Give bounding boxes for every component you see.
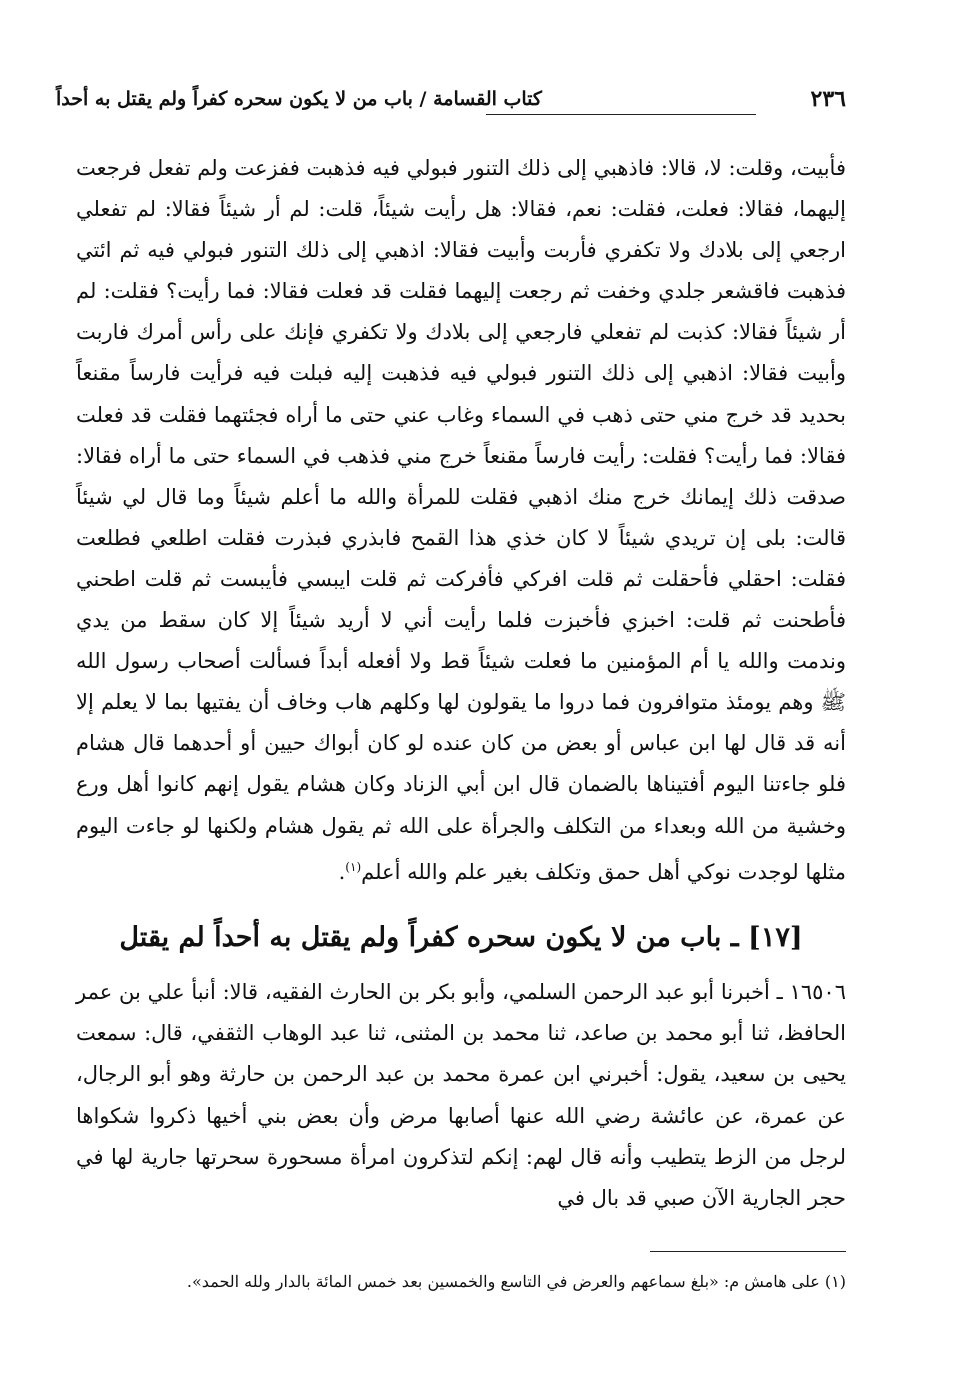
paragraph-text: فأبيت، وقلت: لا، قالا: فاذهبي إلى ذلك التنور فبولي فيه فذهبت ففزعت ولم تفعل فرجعت إليهما، فقالا: فعلت، فقلت: نعم، فقالا: هل رأيت شيئاً، قلت: لم أر شيئاً فقالا: لم تفعلي ارجعي إلى بلادك ولا تكفري فأربت وأبيت فقالا: اذهبي إلى ذلك التنور فبولي فيه ثم ائتي فذهبت فاقشعر جلدي وخفت ثم رجعت إليهما فقلت قد فعلت فقالا: فما رأيت؟ فقلت: لم أر شيئاً فقالا: كذبت لم تفعلي فارجعي إلى بلادك ولا تكفري فإنك على رأس أمرك فاربت وأبيت فقالا: اذهبي إلى ذلك التنور فبولي فيه فذهبت إليه فبلت فيه فرأيت فارساً مقنعاً بحديد قد خرج مني حتى ذهب في السماء وغاب عني حتى ما أراه فجئتهما فقلت قد فعلت فقالا: فما رأيت؟ فقلت: رأيت فارساً مقنعاً خرج مني فذهب في السماء حتى ما أراه فقالا: صدقت ذلك إيمانك خرج منك اذهبي فقلت للمرأة والله ما أعلم شيئاً وما قال لي شيئاً قالت: بلى إن تريدي شيئاً لا كان خذي هذا القمح فابذري فبذرت فقلت اطلعي فطلعت فقلت: احقلي فأحقلت ثم قلت افركي فأفركت ثم قلت ايبسي فأيبست ثم قلت اطحني فأطحنت ثم قلت: اخبزي فأخبزت فلما رأيت أني لا أريد شيئاً إلا كان سقط من يدي وندمت والله يا أم المؤمنين ما فعلت شيئاً قط ولا أفعله أبداً فسألت أصحاب رسول الله ﷺ وهم يومئذ متوافرون فما دروا ما يقولون لها وكلهم هاب وخاف أن يفتيها بما لا يعلم إلا أنه قد قال لها ابن عباس أو بعض من كان عنده لو كان أبواك حيين أو أحدهما قال هشام فلو جاءتنا اليوم أفتيناها بالضمان قال ابن أبي الزناد وكان هشام يقول إنهم كانوا أهل ورع وخشية من الله وبعداء من التكلف والجرأة على الله ثم يقول هشام ولكنها لو جاءت اليوم مثلها لوجدت نوكي أهل حمق وتكلف بغير علم والله أعلم <box>76 156 846 884</box>
paragraph <box>76 148 846 893</box>
footnote-rule <box>650 1251 846 1252</box>
main-text <box>76 148 846 893</box>
footnote: (١) على هامش م: «بلغ سماعهم والعرض في التاسع والخمسين بعد خمس المائة بالدار ولله الحمد». <box>186 1272 846 1291</box>
page-header <box>56 84 846 124</box>
footnote-reference: (١) <box>345 859 362 874</box>
chapter-heading: [١٧] ـ باب من لا يكون سحره كفراً ولم يقتل به أحداً لم يقتل <box>119 922 803 953</box>
end-mark: . <box>338 859 346 884</box>
hadith-text-block <box>76 972 846 1219</box>
header-rule <box>486 114 756 115</box>
page-number: ٢٣٦ <box>810 86 846 112</box>
running-title: كتاب القسامة / باب من لا يكون سحره كفراً ولم يقتل به أحداً <box>56 88 542 110</box>
hadith-text: ١٦٥٠٦ ـ أخبرنا أبو عبد الرحمن السلمي، وأبو بكر بن الحارث الفقيه، قالا: أنبأ علي بن عمر الحافظ، ثنا أبو محمد بن صاعد، ثنا محمد بن المثنى، ثنا عبد الوهاب الثقفي، قال: سمعت يحيى بن سعيد، يقول: أخبرني ابن عمرة محمد بن عبد الرحمن بن حارثة وهو أبو الرجال، عن عمرة، عن عائشة رضي الله عنها أصابها مرض وأن بعض بني أخيها ذكروا شكواها لرجل من الزط يتطيب وأنه قال لهم: إنكم لتذكرون امرأة مسحورة سحرتها جارية لها في حجر الجارية الآن صبي قد بال في <box>76 980 846 1211</box>
